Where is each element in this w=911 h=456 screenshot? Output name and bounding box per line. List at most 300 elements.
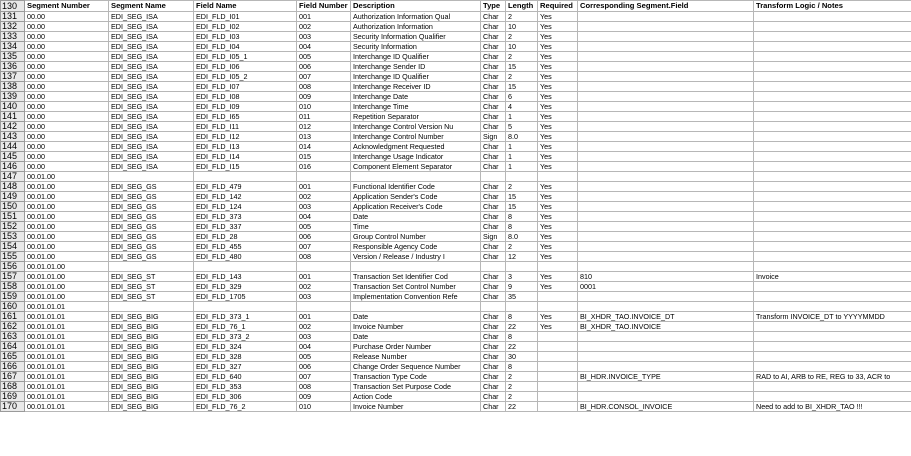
row-number[interactable]: 161 [1,312,25,322]
cell-corresponding-field[interactable] [578,162,754,172]
cell-length[interactable]: 15 [506,62,538,72]
row-number[interactable]: 140 [1,102,25,112]
cell-length[interactable]: 22 [506,402,538,412]
cell-type[interactable]: Char [481,112,506,122]
row-number[interactable]: 166 [1,362,25,372]
cell-required[interactable]: Yes [538,42,578,52]
cell-field-number[interactable]: 006 [297,362,351,372]
cell-segment-number[interactable]: 00.01.00 [25,252,109,262]
cell-transform-notes[interactable] [754,142,911,152]
cell-field-number[interactable]: 009 [297,92,351,102]
cell-description[interactable]: Repetition Separator [351,112,481,122]
cell-length[interactable]: 22 [506,342,538,352]
cell-corresponding-field[interactable]: BI_HDR.INVOICE_TYPE [578,372,754,382]
cell-required[interactable]: Yes [538,122,578,132]
cell-description[interactable]: Interchange ID Qualifier [351,52,481,62]
cell-field-name[interactable]: EDI_FLD_28 [194,232,297,242]
cell-description[interactable]: Date [351,332,481,342]
cell-field-number[interactable]: 003 [297,32,351,42]
cell-corresponding-field[interactable] [578,152,754,162]
cell-segment-name[interactable]: EDI_SEG_ISA [109,102,194,112]
cell-required[interactable]: Yes [538,52,578,62]
cell-required[interactable] [538,302,578,312]
cell-corresponding-field[interactable] [578,92,754,102]
cell-field-number[interactable]: 011 [297,112,351,122]
cell-segment-name[interactable] [109,262,194,272]
cell-type[interactable]: Char [481,202,506,212]
cell-field-number[interactable]: 006 [297,232,351,242]
cell-transform-notes[interactable] [754,242,911,252]
cell-corresponding-field[interactable] [578,52,754,62]
cell-description[interactable]: Authorization Information Qual [351,12,481,22]
cell-field-name[interactable] [194,262,297,272]
cell-corresponding-field[interactable] [578,42,754,52]
row-number[interactable]: 135 [1,52,25,62]
cell-length[interactable] [506,172,538,182]
cell-description[interactable]: Responsible Agency Code [351,242,481,252]
cell-transform-notes[interactable] [754,132,911,142]
cell-transform-notes[interactable] [754,382,911,392]
cell-corresponding-field[interactable] [578,252,754,262]
cell-segment-number[interactable]: 00.01.01.01 [25,362,109,372]
cell-field-number[interactable]: 004 [297,42,351,52]
cell-transform-notes[interactable] [754,42,911,52]
cell-field-number[interactable]: 002 [297,192,351,202]
cell-corresponding-field[interactable] [578,102,754,112]
cell-length[interactable]: 8.0 [506,132,538,142]
cell-type[interactable]: Char [481,52,506,62]
cell-field-name[interactable]: EDI_FLD_373 [194,212,297,222]
cell-field-number[interactable]: 003 [297,292,351,302]
cell-required[interactable]: Yes [538,182,578,192]
cell-required[interactable]: Yes [538,162,578,172]
row-number[interactable]: 138 [1,82,25,92]
cell-corresponding-field[interactable] [578,382,754,392]
cell-field-number[interactable]: 008 [297,382,351,392]
cell-field-number[interactable]: 008 [297,82,351,92]
cell-field-name[interactable]: EDI_FLD_I65 [194,112,297,122]
row-number[interactable]: 139 [1,92,25,102]
cell-type[interactable] [481,262,506,272]
cell-segment-number[interactable]: 00.01.00 [25,202,109,212]
cell-field-name[interactable]: EDI_FLD_I01 [194,12,297,22]
cell-required[interactable]: Yes [538,192,578,202]
cell-description[interactable]: Interchange Date [351,92,481,102]
cell-required[interactable]: Yes [538,92,578,102]
cell-segment-name[interactable]: EDI_SEG_ISA [109,112,194,122]
cell-corresponding-field[interactable] [578,172,754,182]
cell-required[interactable] [538,342,578,352]
cell-description[interactable]: Purchase Order Number [351,342,481,352]
cell-description[interactable]: Security Information [351,42,481,52]
cell-field-name[interactable]: EDI_FLD_640 [194,372,297,382]
cell-required[interactable]: Yes [538,62,578,72]
row-number[interactable]: 144 [1,142,25,152]
cell-type[interactable]: Char [481,12,506,22]
cell-field-name[interactable]: EDI_FLD_480 [194,252,297,262]
cell-length[interactable]: 6 [506,92,538,102]
cell-description[interactable]: Interchange Usage Indicator [351,152,481,162]
cell-required[interactable]: Yes [538,112,578,122]
cell-type[interactable]: Char [481,142,506,152]
cell-length[interactable]: 8 [506,312,538,322]
cell-segment-name[interactable]: EDI_SEG_ISA [109,122,194,132]
cell-field-number[interactable]: 004 [297,212,351,222]
cell-corresponding-field[interactable] [578,142,754,152]
header-field-name[interactable]: Field Name [194,1,297,12]
cell-segment-number[interactable]: 00.00 [25,32,109,42]
cell-corresponding-field[interactable] [578,62,754,72]
cell-segment-number[interactable]: 00.00 [25,152,109,162]
cell-type[interactable]: Sign [481,132,506,142]
cell-corresponding-field[interactable] [578,332,754,342]
cell-type[interactable]: Char [481,162,506,172]
cell-required[interactable] [538,382,578,392]
cell-transform-notes[interactable] [754,182,911,192]
row-number[interactable]: 132 [1,22,25,32]
cell-segment-name[interactable]: EDI_SEG_GS [109,222,194,232]
cell-transform-notes[interactable]: Transform INVOICE_DT to YYYYMMDD [754,312,911,322]
cell-segment-number[interactable]: 00.00 [25,22,109,32]
row-number[interactable]: 133 [1,32,25,42]
cell-transform-notes[interactable] [754,222,911,232]
cell-description[interactable]: Functional Identifier Code [351,182,481,192]
cell-corresponding-field[interactable] [578,392,754,402]
cell-field-number[interactable]: 004 [297,342,351,352]
cell-field-number[interactable]: 016 [297,162,351,172]
cell-length[interactable]: 1 [506,162,538,172]
cell-length[interactable]: 8 [506,332,538,342]
cell-segment-name[interactable]: EDI_SEG_ISA [109,82,194,92]
cell-transform-notes[interactable] [754,22,911,32]
cell-corresponding-field[interactable] [578,292,754,302]
cell-segment-name[interactable]: EDI_SEG_GS [109,242,194,252]
cell-field-number[interactable] [297,262,351,272]
cell-transform-notes[interactable]: Invoice [754,272,911,282]
cell-type[interactable]: Char [481,322,506,332]
cell-segment-number[interactable]: 00.01.01.01 [25,302,109,312]
cell-field-name[interactable]: EDI_FLD_1705 [194,292,297,302]
cell-description[interactable]: Version / Release / Industry I [351,252,481,262]
row-number[interactable]: 143 [1,132,25,142]
cell-field-name[interactable]: EDI_FLD_143 [194,272,297,282]
cell-field-name[interactable]: EDI_FLD_76_2 [194,402,297,412]
cell-segment-name[interactable]: EDI_SEG_BIG [109,322,194,332]
cell-required[interactable]: Yes [538,282,578,292]
cell-required[interactable]: Yes [538,152,578,162]
row-number[interactable]: 164 [1,342,25,352]
cell-segment-name[interactable]: EDI_SEG_ISA [109,92,194,102]
cell-transform-notes[interactable] [754,152,911,162]
cell-field-name[interactable]: EDI_FLD_I15 [194,162,297,172]
cell-required[interactable] [538,292,578,302]
cell-segment-name[interactable]: EDI_SEG_ISA [109,12,194,22]
cell-segment-number[interactable]: 00.00 [25,102,109,112]
cell-length[interactable]: 2 [506,32,538,42]
cell-required[interactable]: Yes [538,142,578,152]
cell-transform-notes[interactable] [754,392,911,402]
row-number[interactable]: 153 [1,232,25,242]
cell-type[interactable]: Char [481,242,506,252]
cell-corresponding-field[interactable] [578,112,754,122]
cell-field-number[interactable]: 001 [297,12,351,22]
cell-corresponding-field[interactable] [578,82,754,92]
cell-field-number[interactable]: 002 [297,22,351,32]
cell-transform-notes[interactable] [754,172,911,182]
cell-length[interactable]: 22 [506,322,538,332]
cell-description[interactable]: Transaction Set Control Number [351,282,481,292]
cell-description[interactable]: Application Sender's Code [351,192,481,202]
header-required[interactable]: Required [538,1,578,12]
cell-transform-notes[interactable]: Need to add to BI_XHDR_TAO !!! [754,402,911,412]
cell-required[interactable]: Yes [538,132,578,142]
cell-required[interactable] [538,352,578,362]
cell-required[interactable]: Yes [538,312,578,322]
cell-corresponding-field[interactable] [578,122,754,132]
cell-description[interactable]: Time [351,222,481,232]
cell-field-number[interactable]: 002 [297,322,351,332]
cell-required[interactable]: Yes [538,222,578,232]
cell-segment-number[interactable]: 00.01.01.00 [25,272,109,282]
cell-segment-number[interactable]: 00.00 [25,92,109,102]
row-number[interactable]: 158 [1,282,25,292]
cell-length[interactable] [506,302,538,312]
cell-length[interactable]: 12 [506,252,538,262]
cell-segment-number[interactable]: 00.01.01.01 [25,402,109,412]
cell-segment-name[interactable]: EDI_SEG_GS [109,192,194,202]
cell-length[interactable] [506,262,538,272]
cell-required[interactable] [538,362,578,372]
cell-description[interactable]: Acknowledgment Requested [351,142,481,152]
cell-transform-notes[interactable] [754,302,911,312]
cell-required[interactable]: Yes [538,322,578,332]
row-number[interactable]: 142 [1,122,25,132]
cell-type[interactable] [481,302,506,312]
cell-field-number[interactable]: 010 [297,102,351,112]
cell-segment-name[interactable]: EDI_SEG_ST [109,292,194,302]
cell-corresponding-field[interactable] [578,242,754,252]
cell-length[interactable]: 15 [506,82,538,92]
cell-type[interactable]: Char [481,372,506,382]
cell-type[interactable]: Char [481,382,506,392]
cell-segment-name[interactable]: EDI_SEG_GS [109,182,194,192]
cell-field-name[interactable]: EDI_FLD_I11 [194,122,297,132]
cell-description[interactable]: Component Element Separator [351,162,481,172]
cell-transform-notes[interactable] [754,322,911,332]
cell-segment-number[interactable]: 00.01.00 [25,222,109,232]
cell-segment-name[interactable]: EDI_SEG_ISA [109,162,194,172]
header-type[interactable]: Type [481,1,506,12]
cell-segment-number[interactable]: 00.01.00 [25,172,109,182]
cell-field-name[interactable]: EDI_FLD_I06 [194,62,297,72]
cell-corresponding-field[interactable] [578,132,754,142]
cell-type[interactable]: Char [481,332,506,342]
cell-transform-notes[interactable] [754,202,911,212]
cell-transform-notes[interactable] [754,12,911,22]
cell-type[interactable]: Char [481,42,506,52]
row-number[interactable]: 152 [1,222,25,232]
cell-field-name[interactable]: EDI_FLD_124 [194,202,297,212]
cell-segment-name[interactable]: EDI_SEG_GS [109,232,194,242]
cell-segment-name[interactable]: EDI_SEG_ISA [109,132,194,142]
cell-type[interactable]: Char [481,192,506,202]
cell-description[interactable]: Interchange Sender ID [351,62,481,72]
cell-field-name[interactable] [194,302,297,312]
cell-segment-number[interactable]: 00.00 [25,12,109,22]
cell-corresponding-field[interactable] [578,32,754,42]
cell-required[interactable]: Yes [538,202,578,212]
cell-segment-number[interactable]: 00.00 [25,52,109,62]
cell-type[interactable]: Sign [481,232,506,242]
cell-description[interactable]: Group Control Number [351,232,481,242]
cell-field-number[interactable]: 003 [297,332,351,342]
cell-transform-notes[interactable] [754,342,911,352]
cell-field-name[interactable]: EDI_FLD_I13 [194,142,297,152]
cell-required[interactable] [538,402,578,412]
row-number[interactable]: 147 [1,172,25,182]
cell-segment-number[interactable]: 00.01.01.01 [25,322,109,332]
cell-transform-notes[interactable] [754,332,911,342]
cell-field-name[interactable]: EDI_FLD_I14 [194,152,297,162]
cell-field-name[interactable]: EDI_FLD_353 [194,382,297,392]
header-description[interactable]: Description [351,1,481,12]
cell-field-name[interactable]: EDI_FLD_I09 [194,102,297,112]
cell-field-name[interactable]: EDI_FLD_I02 [194,22,297,32]
cell-corresponding-field[interactable] [578,12,754,22]
cell-segment-name[interactable]: EDI_SEG_BIG [109,392,194,402]
cell-segment-name[interactable]: EDI_SEG_ISA [109,42,194,52]
cell-field-number[interactable]: 015 [297,152,351,162]
row-number[interactable]: 136 [1,62,25,72]
cell-field-name[interactable]: EDI_FLD_I07 [194,82,297,92]
cell-segment-number[interactable]: 00.00 [25,72,109,82]
cell-description[interactable]: Date [351,312,481,322]
cell-field-number[interactable]: 005 [297,52,351,62]
cell-length[interactable]: 35 [506,292,538,302]
cell-segment-name[interactable]: EDI_SEG_BIG [109,372,194,382]
cell-length[interactable]: 1 [506,112,538,122]
row-number[interactable]: 134 [1,42,25,52]
cell-description[interactable]: Interchange Time [351,102,481,112]
cell-required[interactable]: Yes [538,252,578,262]
cell-length[interactable]: 4 [506,102,538,112]
cell-description[interactable]: Invoice Number [351,402,481,412]
cell-description[interactable]: Authorization Information [351,22,481,32]
header-corresponding-field[interactable]: Corresponding Segment.Field [578,1,754,12]
cell-transform-notes[interactable] [754,252,911,262]
cell-required[interactable]: Yes [538,72,578,82]
row-number[interactable]: 155 [1,252,25,262]
cell-transform-notes[interactable] [754,232,911,242]
cell-field-number[interactable]: 006 [297,62,351,72]
cell-length[interactable]: 8 [506,362,538,372]
cell-field-name[interactable]: EDI_FLD_I05_2 [194,72,297,82]
cell-field-number[interactable]: 002 [297,282,351,292]
cell-description[interactable]: Invoice Number [351,322,481,332]
cell-required[interactable] [538,332,578,342]
cell-description[interactable]: Application Receiver's Code [351,202,481,212]
cell-required[interactable]: Yes [538,232,578,242]
cell-transform-notes[interactable] [754,292,911,302]
cell-corresponding-field[interactable] [578,192,754,202]
cell-required[interactable]: Yes [538,12,578,22]
cell-length[interactable]: 2 [506,372,538,382]
cell-segment-number[interactable]: 00.01.00 [25,192,109,202]
cell-corresponding-field[interactable] [578,72,754,82]
cell-type[interactable]: Char [481,72,506,82]
cell-type[interactable]: Char [481,342,506,352]
cell-description[interactable] [351,172,481,182]
cell-segment-name[interactable]: EDI_SEG_BIG [109,382,194,392]
cell-type[interactable]: Char [481,292,506,302]
row-number[interactable]: 154 [1,242,25,252]
cell-segment-number[interactable]: 00.00 [25,82,109,92]
cell-corresponding-field[interactable] [578,362,754,372]
cell-description[interactable]: Interchange Control Number [351,132,481,142]
row-number[interactable]: 141 [1,112,25,122]
cell-required[interactable]: Yes [538,242,578,252]
row-number[interactable]: 156 [1,262,25,272]
row-number[interactable]: 170 [1,402,25,412]
header-segment-number[interactable]: Segment Number [25,1,109,12]
cell-length[interactable]: 10 [506,42,538,52]
cell-required[interactable]: Yes [538,32,578,42]
cell-type[interactable]: Char [481,82,506,92]
cell-segment-number[interactable]: 00.00 [25,42,109,52]
cell-corresponding-field[interactable] [578,182,754,192]
cell-required[interactable] [538,392,578,402]
cell-field-number[interactable] [297,302,351,312]
cell-field-number[interactable]: 001 [297,182,351,192]
row-number[interactable]: 162 [1,322,25,332]
cell-segment-number[interactable]: 00.01.01.00 [25,282,109,292]
cell-length[interactable]: 1 [506,152,538,162]
cell-type[interactable]: Char [481,362,506,372]
cell-field-name[interactable]: EDI_FLD_306 [194,392,297,402]
cell-type[interactable]: Char [481,22,506,32]
cell-segment-number[interactable]: 00.01.01.01 [25,382,109,392]
cell-description[interactable]: Date [351,212,481,222]
cell-segment-name[interactable]: EDI_SEG_ISA [109,32,194,42]
cell-type[interactable]: Char [481,252,506,262]
cell-field-number[interactable]: 001 [297,272,351,282]
cell-segment-name[interactable]: EDI_SEG_BIG [109,402,194,412]
cell-type[interactable]: Char [481,152,506,162]
row-number[interactable]: 131 [1,12,25,22]
cell-length[interactable]: 2 [506,382,538,392]
cell-corresponding-field[interactable] [578,352,754,362]
cell-length[interactable]: 10 [506,22,538,32]
row-number[interactable]: 163 [1,332,25,342]
cell-segment-name[interactable] [109,302,194,312]
cell-transform-notes[interactable] [754,162,911,172]
row-number[interactable]: 165 [1,352,25,362]
cell-description[interactable] [351,302,481,312]
cell-required[interactable] [538,172,578,182]
cell-segment-number[interactable]: 00.01.01.00 [25,292,109,302]
cell-required[interactable]: Yes [538,82,578,92]
cell-field-name[interactable]: EDI_FLD_I05_1 [194,52,297,62]
cell-required[interactable]: Yes [538,212,578,222]
cell-transform-notes[interactable] [754,282,911,292]
cell-field-name[interactable]: EDI_FLD_373_2 [194,332,297,342]
cell-field-number[interactable]: 009 [297,392,351,402]
cell-type[interactable]: Char [481,122,506,132]
cell-segment-number[interactable]: 00.01.00 [25,182,109,192]
cell-required[interactable]: Yes [538,272,578,282]
cell-type[interactable]: Char [481,182,506,192]
cell-segment-name[interactable]: EDI_SEG_ISA [109,22,194,32]
